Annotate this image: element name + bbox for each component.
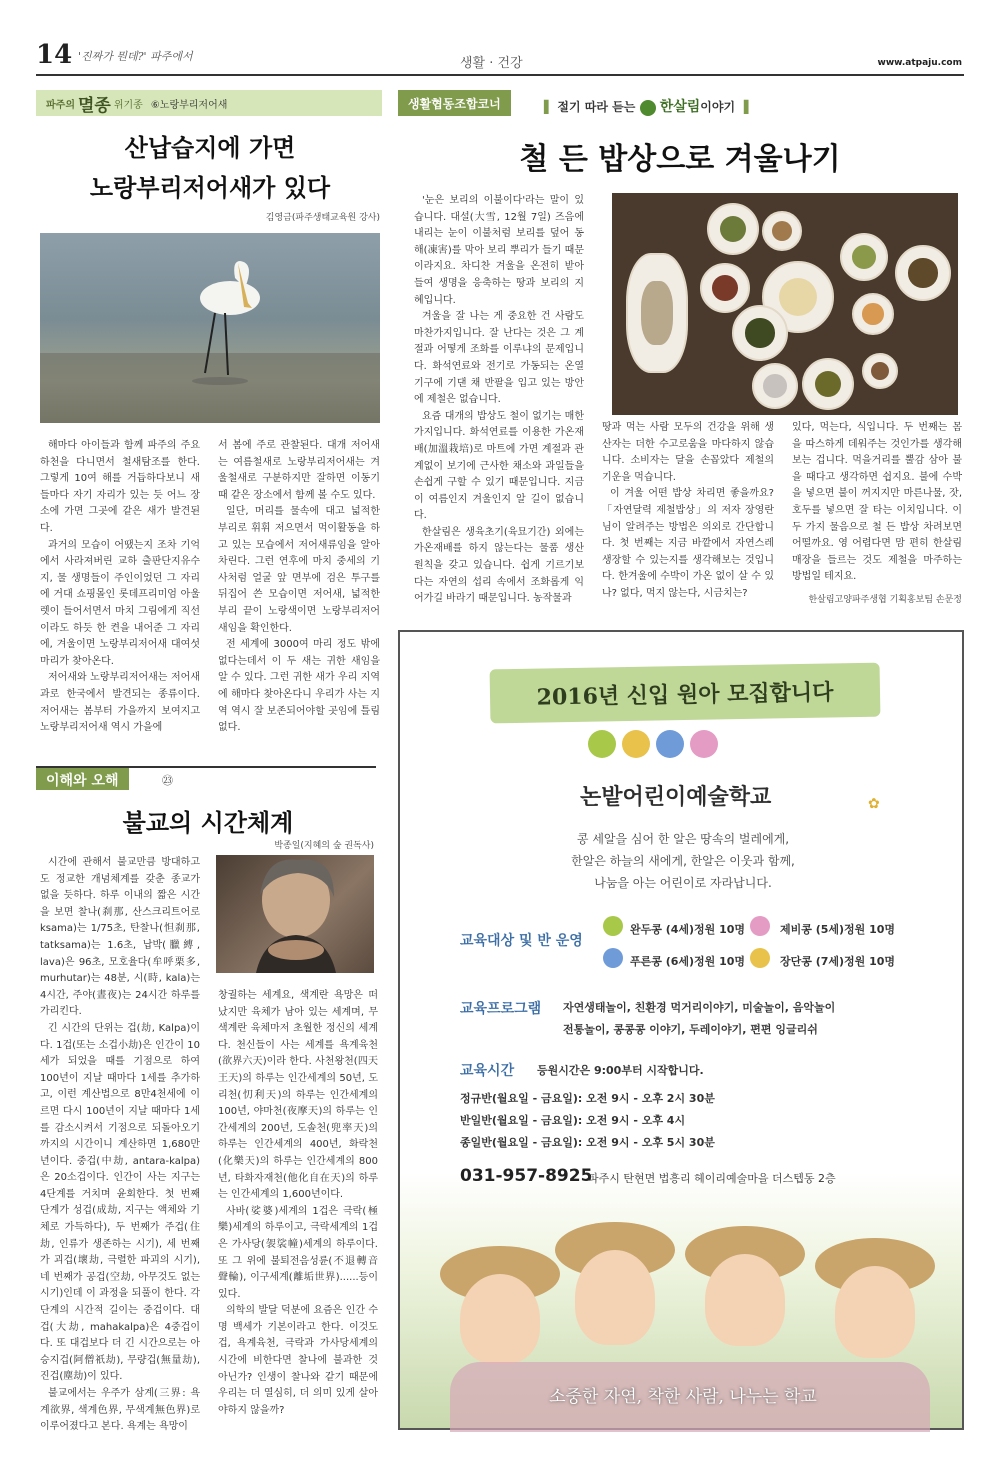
article2-col-1: 시간에 관해서 불교만큼 방대하고도 정교한 개념체계를 갖춘 종교가 없을 듯하다. 하루 이내의 짧은 시간을 보면 찰나(刹那, 산스크리트어로 ksama)는 1/75초, 탄찰나(怛刹那, tatksama)는 1.6초, 납박(臘縛, lava)은 96초, 모호율다(牟呼栗多, murhutar)는 48분, 시(時, kala)는 4시간, 주야(晝夜)는 24시간 하루를 가리킨다. 긴 시간의 단위는 겁(劫, Kalpa)이다. 1겁(또는 소겁小劫)은 인간이 10세가 되었을 때를 기점으로 하여 100년이 지날 때마다 1세를 추가하고, 이런 계산법으로 8만4천세에 이르면 다시 100년이 지날 때마다 1세를 감소시켜서 기점으로 되돌아오기까지의 시간이니 계산하면 1,680만 년이다. 중겁(中劫, antara-kalpa)은 20소겁이다. 인간이 사는 지구는 4단계를 거치며 윤회한다. 첫 번째 단계가 성겁(成劫, 지구는 액체와 기체로 가득하다), 두 번째가 주겁(住劫, 인류가 생존하는 시기), 세 번째가 괴겁(壞劫, 극렬한 파괴의 시기), 네 번째가 공겁(空劫, 아무것도 없는 시기)인데 이 과정을 되풀이 한다. 각 단계의 시간적 길이는 중겁이다. 대겁(大劫, mahakalpa)은 4중겁이다. 또 대겁보다 더 긴 시간으로는 아승지겁(阿僧祇劫), 무량겁(無量劫), 진겁(塵劫)이 있다. 불교에서는 우주가 삼계(三界: 욕계欲界, 색계色界, 무색계無色界)로 이루어졌다고 본다. 욕계는 욕망이 xyxy=(40,857,200,1433)
series-label: 이해와 오해 xyxy=(36,768,129,790)
program-label: 교육프로그램 xyxy=(460,1001,542,1017)
series-sub: ⑥노랑부리저어새 xyxy=(150,99,228,111)
coop-series-small: 절기 따라 듣는 xyxy=(557,100,636,114)
class1-icon xyxy=(603,916,623,936)
yellow-bean-face-icon xyxy=(622,730,650,758)
series-big: 멸종 xyxy=(77,95,111,116)
class-1: 완두콩 (4세)정원 10명 xyxy=(630,923,746,936)
coop-col-2: 땅과 먹는 사람 모두의 건강을 위해 생산자는 더한 수고로움을 마다하지 않습니다. 소비자는 달을 손꼽았다 제철의 기운을 먹습니다. 이 겨울 어떤 밥상 차리면 좋을까요? 「자연달력 제철밥상」의 저자 장영란님이 알려주는 방법은 의외로 간단합니다. 첫 번째는 지금 바깥에서 자연스레 생장할 수 있는지를 생각해보는 것입니다. 한겨울에 수박이 가온 없이 살 수 있나? 없다, 먹지 않는다, 시금치는? xyxy=(602,422,774,599)
time-note: 등원시간은 9:00부터 시작합니다. xyxy=(537,1064,704,1077)
intro-line-2: 한알은 하늘의 새에게, 한알은 이웃과 함께, xyxy=(571,854,795,868)
article-col-1: 해마다 아이들과 함께 파주의 주요 하천을 다니면서 철새탐조를 한다. 그렇게 10여 해를 거듭하다보니 새들마다 자기 자리가 있는 듯 어느 장소에 가면 그곳에 같은 새가 발견된다. 과거의 모습이 어땠는지 조차 기억에서 사라져버린 교하 출판단지유수지, 물 생명들이 주인이었던 그 자리에 거대 쇼핑몰인 롯데프리미엄 아울렛이 들어서면서 마치 그림에게 직선이라도 하듯 한 켠을 내어준 그 자리에, 겨울이면 노랑부리저어새 대여섯 마리가 찾아온다. 저어새와 노랑부리저어새는 저어새과로 한국에서 발견되는 종류이다. 저어새는 봄부터 가을까지 보여지고 노랑부리저어새 역시 가을에 xyxy=(40,440,200,734)
author-photo xyxy=(216,855,374,973)
coop-section-label: 생활협동조합코너 xyxy=(398,90,511,116)
time-half: 반일반(월요일 - 금요일): 오전 9시 - 오후 4시 xyxy=(460,1114,686,1127)
article-title xyxy=(40,128,380,208)
program-1: 자연생태놀이, 친환경 먹거리이야기, 미술놀이, 음악놀이 xyxy=(563,1001,836,1014)
class-3: 푸른콩 (6세)정원 10명 xyxy=(630,955,746,968)
phone-number[interactable]: 031-957-8925 xyxy=(460,1166,593,1186)
time-full: 종일반(월요일 - 금요일): 오전 9시 - 오후 5시 30분 xyxy=(460,1136,715,1149)
title-line-1: 산납습지에 가면 xyxy=(124,133,296,162)
article-col-2: 서 봄에 주로 관찰된다. 대개 저어새는 여름철새로 노랑부리저어새는 겨울철새로 구분하지만 잘하면 이동기때 같은 장소에서 함께 볼 수도 있다. 일단, 머리를 물속에 대고 넓적한 부리로 휘휘 저으면서 먹이활동을 하고 있는 모습에서 저어새류임을 알아차린다. 그런 연후에 마치 중세의 기사처럼 얼굴 앞 면부에 검은 투구를 뒤집어 쓴 모습이면 저어새, 넓적한 부리 끝이 노랑색이면 노랑부리저어새임을 확인한다. 전 세계에 3000여 마리 정도 밖에 없다는데서 이 두 새는 귀한 새임을 알 수 있다. 그런 귀한 새가 우리 지역에 해마다 찾아온다니 우리가 사는 지역 역시 잘 보존되어야할 곳임에 틀림없다. xyxy=(218,440,380,734)
coop-series-brand: 한살림 xyxy=(659,99,701,115)
spoonbill-photo xyxy=(40,233,380,423)
class2-icon xyxy=(750,916,770,936)
blue-bean-face-icon xyxy=(656,730,684,758)
coop-series-suffix: 이야기 xyxy=(700,100,736,114)
site-url[interactable]: www.atpaju.com xyxy=(877,58,962,68)
butterfly-icon: ✿ xyxy=(868,796,880,812)
class-4: 장단콩 (7세)정원 10명 xyxy=(780,955,896,968)
coop-series xyxy=(544,96,749,116)
series-small: 파주의 xyxy=(46,99,75,111)
bar-icon: ▌ xyxy=(544,100,554,114)
page-number: 14 xyxy=(36,40,73,70)
title-line-2: 노랑부리저어새가 있다 xyxy=(89,173,331,202)
green-bean-face-icon xyxy=(588,730,616,758)
pink-bean-face-icon xyxy=(690,730,718,758)
header-rule xyxy=(36,74,964,76)
coop-byline: 한살림고양파주생협 기획홍보팀 손문정 xyxy=(808,595,962,605)
table-food-photo xyxy=(612,193,958,415)
address: 파주시 탄현면 법흥리 헤이리예술마을 더스텝동 2층 xyxy=(588,1172,836,1185)
ad-ribbon: 2016년 신입 원아 모집합니다 xyxy=(490,663,881,724)
intro-line-1: 콩 세알을 심어 한 알은 땅속의 벌레에게, xyxy=(576,832,790,846)
program-2: 전통놀이, 콩콩콩 이야기, 두레이야기, 편편 잉글리쉬 xyxy=(563,1023,818,1036)
byline: 김영금(파주생태교육원 강사) xyxy=(265,213,380,223)
bar-icon-end: ▐ xyxy=(739,100,749,114)
article2-col-2: 창궐하는 세계요, 색계란 욕망은 떠났지만 육체가 남아 있는 세계며, 무색계란 육체마저 초월한 정신의 세계다. 천신들이 사는 세계를 욕계육천(欲界六天)이라 한다. 사천왕천(四天王天)의 하루는 인간세계의 50년, 도리천(忉利天)의 하루는 인간세계의 100년, 야마천(夜摩天)의 하루는 인간세계의 200년, 도솔천(兜率天)의 하루는 인간세계의 400년, 화락천(化樂天)의 하루는 인간세계의 800년, 타화자재천(他化自在天)의 하루는 인간세계의 1,600년이다. 사바(娑婆)세계의 1겁은 극락(極樂)세계의 하루이고, 극락세계의 1겁은 가사당(袈裟幢)세계의 하루이다. 또 그 위에 불퇴전음성륜(不退轉音聲輪), 이구세계(離垢世界)......등이 있다. 의학의 발달 덕분에 요즘은 인간 수명 백세가 기본이라고 한다. 이것도 겁, 욕계육천, 극락과 가사당세계의 시간에 비한다면 찰나에 불과한 것 아닌가? 인생이 찰나와 같기 때문에 우리는 더 열심히, 더 의미 있게 살아야하지 않을까? xyxy=(218,990,378,1416)
class3-icon xyxy=(603,948,623,968)
class-2: 제비콩 (5세)정원 10명 xyxy=(780,923,896,936)
hansalim-logo-icon xyxy=(640,100,656,116)
coop-title: 철 든 밥상으로 겨울나기 xyxy=(519,142,841,177)
ad-slogan: 소중한 자연, 착한 사람, 나누는 학교 xyxy=(549,1387,817,1407)
coop-col-3: 있다, 먹는다, 식입니다. 두 번째는 몸을 따스하게 데워주는 것인가를 생각해보는 겁니다. 먹을거리를 뿔감 삼아 불을 때다고 생각하면 쉽지요. 불에 수박을 넣으면 불이 꺼지지만 마른나물, 잣, 호두를 넣으면 잘 타는 이치입니다. 이 두 가지 물음으로 철 든 밥상 차려보면 어떨까요. 영 어렵다면 맘 편히 한살림 매장을 들르는 것도 제철을 마주하는 방법일 테지요. xyxy=(792,422,962,583)
school-name: 논밭어린이예술학교 xyxy=(580,784,772,810)
time-label: 교육시간 xyxy=(460,1063,515,1079)
ad-intro xyxy=(400,828,966,894)
target-label: 교육대상 및 반 운영 xyxy=(460,933,583,949)
byline-2: 박종일(지혜의 숲 권독사) xyxy=(274,841,374,851)
coop-col-1: '눈은 보리의 이불이다'라는 말이 있습니다. 대설(大雪, 12월 7일) 즈음에 내리는 눈이 이불처럼 보리를 덮어 동해(凍害)를 막아 보리 뿌리가 들기 때문이라지요. 차디찬 겨울을 온전히 받아들여 생명을 응축하는 땅과 보리의 지혜입니다. 겨울을 잘 나는 게 중요한 건 사람도 마찬가지입니다. 잘 난다는 것은 그 계절과 어떻게 조화를 이루냐의 문제입니다. 화석연료와 전기로 가동되는 온열기구에 기댄 채 반팔을 입고 있는 방안에 제철은 없습니다. 요즘 대개의 밥상도 철이 없기는 매한가지입니다. 화석연료를 이용한 가온재배(加溫栽培)로 마트에 가면 계절과 관계없이 보기에 근사한 채소와 과일들을 손쉽게 구할 수 있기 때문입니다. 지금이 여름인지 겨울인지 알 길이 없습니다. 한살림은 생육초기(육묘기간) 외에는 가온재배를 하지 않는다는 물품 생산 원칙을 갖고 있습니다. 쉽게 기르기보다는 자연의 섭리 속에서 조화롭게 익어가길 바라기 때문입니다. 농작물과 xyxy=(414,195,584,605)
article-title-2: 불교의 시간체계 xyxy=(122,808,294,837)
kindergarten-ad[interactable] xyxy=(398,630,964,1430)
newspaper-tagline: '진짜가 뭔데?' 파주에서 xyxy=(78,50,193,63)
class4-icon xyxy=(750,948,770,968)
series-bar xyxy=(36,90,382,116)
intro-line-3: 나눔을 아는 어린이로 자라납니다. xyxy=(594,876,772,890)
time-regular: 정규반(월요일 - 금요일): 오전 9시 - 오후 2시 30분 xyxy=(460,1092,715,1105)
section-title: 생활 · 건강 xyxy=(460,56,523,71)
series-suffix: 위기종 xyxy=(113,99,143,111)
series-number: ㉓ xyxy=(162,774,173,787)
